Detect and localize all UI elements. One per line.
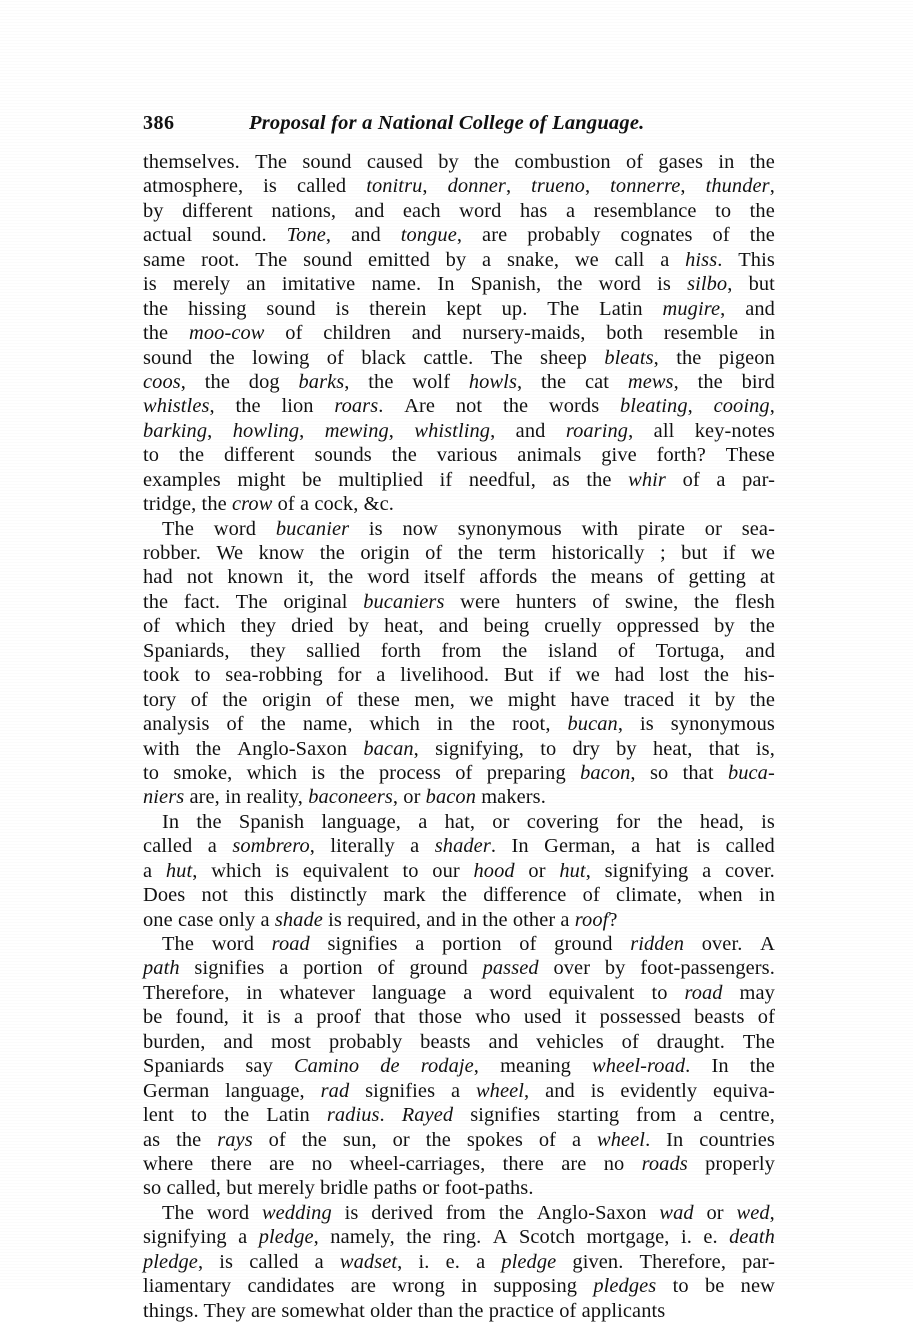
text-line: atmosphere, is called tonitru, donner, trueno, tonnerre, thunder, <box>143 175 775 198</box>
text-line: to smoke, which is the process of preparing bacon, so that buca- <box>143 761 775 784</box>
text-line: Spaniards say Camino de rodaje, meaning wheel-road. In the <box>143 1055 775 1078</box>
text-line: by different nations, and each word has a resemblance to the <box>143 199 775 222</box>
text-line: analysis of the name, which in the root, bucan, is synonymous <box>143 713 775 736</box>
text-line: themselves. The sound caused by the combustion of gases in the <box>143 151 775 173</box>
text-line: The word wedding is derived from the Anglo-Saxon wad or wed, <box>162 1201 775 1224</box>
text-line: is merely an imitative name. In Spanish, the word is silbo, but <box>143 273 775 296</box>
text-line: sound the lowing of black cattle. The sheep bleats, the pigeon <box>143 346 775 369</box>
running-head-title: Proposal for a National College of Language. <box>249 112 645 134</box>
text-line: a hut, which is equivalent to our hood or hut, signifying a cover. <box>143 859 775 882</box>
text-line: to the different sounds the various animals give forth? These <box>143 444 775 467</box>
running-head <box>143 112 775 138</box>
text-line: pledge, is called a wadset, i. e. a pledge given. Therefore, par- <box>143 1250 775 1273</box>
paragraph-bucanier <box>143 517 777 810</box>
text-line: liamentary candidates are wrong in supposing pledges to be new <box>143 1275 775 1298</box>
text-line: whistles, the lion roars. Are not the words bleating, cooing, <box>143 395 775 418</box>
text-line: same root. The sound emitted by a snake, we call a hiss. This <box>143 248 775 271</box>
text-line: Therefore, in whatever language a word equivalent to road may <box>143 981 775 1004</box>
text-line: The word road signifies a portion of ground ridden over. A <box>162 933 775 955</box>
text-line: the hissing sound is therein kept up. The Latin mugire, and <box>143 297 775 320</box>
text-line: as the rays of the sun, or the spokes of a wheel. In countries <box>143 1128 775 1151</box>
text-line: took to sea-robbing for a livelihood. But if we had lost the his- <box>143 664 775 687</box>
text-line: the moo-cow of children and nursery-maids, both resemble in <box>143 322 775 345</box>
text-line: the fact. The original bucaniers were hunters of swine, the flesh <box>143 590 775 613</box>
text-line: tory of the origin of these men, we might have traced it by the <box>143 688 775 711</box>
text-line: Spaniards, they sallied forth from the island of Tortuga, and <box>143 639 775 662</box>
text-line: be found, it is a proof that those who used it possessed beasts of <box>143 1006 775 1029</box>
text-line: coos, the dog barks, the wolf howls, the cat mews, the bird <box>143 370 775 393</box>
text-line: with the Anglo-Saxon bacan, signifying, to dry by heat, that is, <box>143 737 775 760</box>
text-line: path signifies a portion of ground passed over by foot-passengers. <box>143 957 775 980</box>
text-line: things. They are somewhat older than the practice of applicants <box>143 1299 666 1322</box>
text-line: barking, howling, mewing, whistling, and roaring, all key-notes <box>143 419 775 442</box>
text-line: robber. We know the origin of the term historically ; but if we <box>143 542 775 564</box>
paragraph-sound-imitation <box>143 150 777 517</box>
text-line: of which they dried by heat, and being cruelly oppressed by the <box>143 615 775 638</box>
paragraph-sombrero <box>143 810 777 932</box>
text-line: signifying a pledge, namely, the ring. A Scotch mortgage, i. e. death <box>143 1226 775 1249</box>
paragraph-wedding <box>143 1201 777 1323</box>
text-line: actual sound. Tone, and tongue, are probably cognates of the <box>143 224 775 247</box>
text-line: German language, rad signifies a wheel, and is evidently equiva- <box>143 1079 775 1102</box>
text-line: examples might be multiplied if needful, as the whir of a par- <box>143 468 775 491</box>
text-line: In the Spanish language, a hat, or covering for the head, is <box>162 810 775 833</box>
text-line: where there are no wheel-carriages, there are no roads properly <box>143 1152 775 1175</box>
page-number: 386 <box>143 112 175 134</box>
text-line: lent to the Latin radius. Rayed signifies starting from a centre, <box>143 1104 775 1127</box>
text-line: so called, but merely bridle paths or foot-paths. <box>143 1177 534 1200</box>
text-line: tridge, the crow of a cock, &c. <box>143 493 394 516</box>
text-line: called a sombrero, literally a shader. In German, a hat is called <box>143 835 775 858</box>
text-line: one case only a shade is required, and in the other a roof? <box>143 908 618 931</box>
text-line: The word bucanier is now synonymous with pirate or sea- <box>162 517 775 540</box>
text-line: burden, and most probably beasts and vehicles of draught. The <box>143 1030 775 1053</box>
body-text-column <box>143 150 777 1323</box>
text-line: had not known it, the word itself affords the means of getting at <box>143 566 775 589</box>
paragraph-road <box>143 932 777 1201</box>
text-line: Does not this distinctly mark the difference of climate, when in <box>143 884 775 907</box>
text-line: niers are, in reality, baconeers, or bacon makers. <box>143 786 546 809</box>
